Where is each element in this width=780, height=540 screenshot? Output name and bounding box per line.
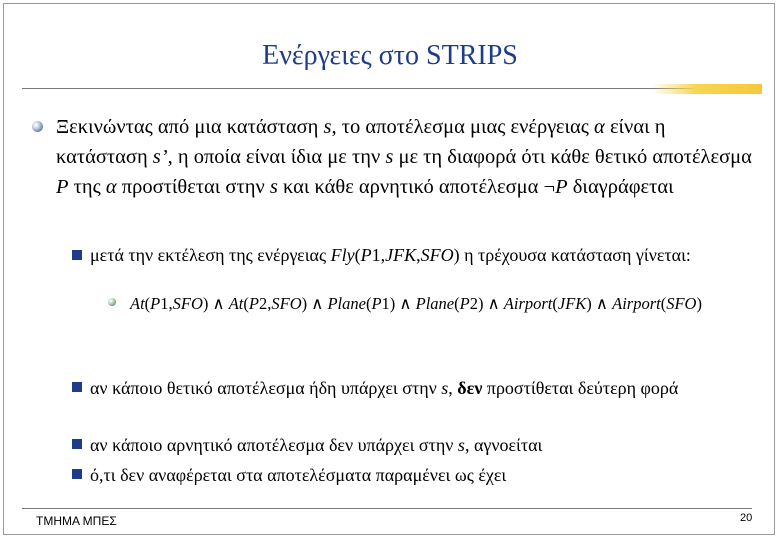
text-run: At <box>130 294 145 313</box>
bullet-strips-definition <box>56 112 756 202</box>
text-run: Ξεκινώντας από μια κατάσταση <box>56 116 324 138</box>
text-run: είναι η κατάσταση <box>56 116 666 168</box>
text-run: s <box>269 176 278 198</box>
text-run: s <box>441 378 449 398</box>
square-bullet-icon <box>72 469 82 479</box>
text-run: ) η τρέχουσα κατάσταση γίνεται: <box>453 245 691 265</box>
square-bullet-icon <box>72 382 82 392</box>
text-run: ( <box>354 245 361 265</box>
text-run: α <box>594 116 605 138</box>
text-run: , αγνοείται <box>464 435 543 455</box>
text-run: με τη διαφορά ότι κάθε θετικό αποτέλεσμα <box>393 146 752 168</box>
bullet-fly-action <box>90 242 755 269</box>
footer-divider <box>22 508 752 509</box>
text-run: , <box>448 378 458 398</box>
text-run: ( <box>454 294 460 313</box>
square-bullet-icon <box>72 439 82 449</box>
text-run: ( <box>365 294 372 313</box>
text-run: Airport <box>503 294 553 313</box>
text-run: P <box>56 176 69 198</box>
text-run: Airport <box>612 294 661 313</box>
text-run: της <box>68 176 106 198</box>
text-run: 1, <box>160 294 173 313</box>
text-run: αν κάποιο αρνητικό αποτέλεσμα δεν υπάρχει στην <box>90 435 458 455</box>
text-run: , <box>416 245 421 265</box>
text-run: JFK <box>385 245 417 265</box>
text-run: s <box>457 435 465 455</box>
bullet-positive-effect-exists <box>90 375 755 402</box>
text-run: 1) ∧ <box>381 294 416 313</box>
text-run: ) ∧ <box>202 294 229 313</box>
text-run: μετά την εκτέλεση της ενέργειας <box>90 245 331 265</box>
text-run: s’ <box>152 146 168 168</box>
text-run: ό,τι δεν αναφέρεται στα αποτελέσματα παραμένει ως έχει <box>90 465 507 485</box>
text-run: SFO <box>666 294 697 313</box>
text-run: Plane <box>327 294 366 313</box>
text-run: P <box>150 294 161 313</box>
text-run: 1, <box>371 245 386 265</box>
text-run: , το αποτέλεσμα μιας ενέργειας <box>331 116 595 138</box>
text-run: ( <box>552 294 558 313</box>
text-run: α <box>105 176 117 198</box>
page-number: 20 <box>740 512 753 524</box>
text-run: 2, <box>258 294 272 313</box>
text-run: , η οποία είναι ίδια με την <box>167 146 386 168</box>
text-run: JFK <box>557 294 587 313</box>
bullet-unchanged-facts <box>90 462 755 489</box>
bullet-negative-effect-absent <box>90 432 755 459</box>
text-run: SFO <box>172 294 203 313</box>
text-run: Fly <box>330 245 355 265</box>
footer-label: ΤΜΗΜΑ ΜΠΕΣ <box>36 514 117 528</box>
text-run: P <box>371 294 382 313</box>
text-run: και κάθε αρνητικό αποτέλεσμα ¬ <box>277 176 556 198</box>
text-run: P <box>248 294 259 313</box>
square-bullet-icon <box>72 250 82 260</box>
text-run: P <box>555 176 568 198</box>
text-run: 2) ∧ <box>469 294 504 313</box>
text-run: At <box>228 294 244 313</box>
small-round-bullet-icon <box>108 298 116 306</box>
text-run: s <box>323 116 332 138</box>
text-run: διαγράφεται <box>567 176 674 198</box>
slide-title: Ενέργειες στο STRIPS <box>262 40 518 71</box>
text-run: προστίθεται στην <box>116 176 270 198</box>
text-run: P <box>459 294 470 313</box>
round-bullet-icon <box>32 121 43 132</box>
text-run: ( <box>660 294 667 313</box>
text-run: προστίθεται δεύτερη φορά <box>482 378 679 398</box>
text-run: P <box>360 245 372 265</box>
text-run: ( <box>144 294 151 313</box>
text-run: ) ∧ <box>586 294 613 313</box>
text-run: ( <box>243 294 249 313</box>
resulting-state-formula <box>118 292 758 315</box>
text-run: s <box>385 146 394 168</box>
text-run: SFO <box>420 245 454 265</box>
accent-bar <box>652 84 762 94</box>
text-run: ) <box>696 294 702 313</box>
text-run: ) ∧ <box>301 294 328 313</box>
text-run: δεν <box>457 378 483 398</box>
text-run: Plane <box>415 294 455 313</box>
title-divider <box>22 88 752 89</box>
text-run: SFO <box>271 294 302 313</box>
text-run: αν κάποιο θετικό αποτέλεσμα ήδη υπάρχει στην <box>90 378 442 398</box>
